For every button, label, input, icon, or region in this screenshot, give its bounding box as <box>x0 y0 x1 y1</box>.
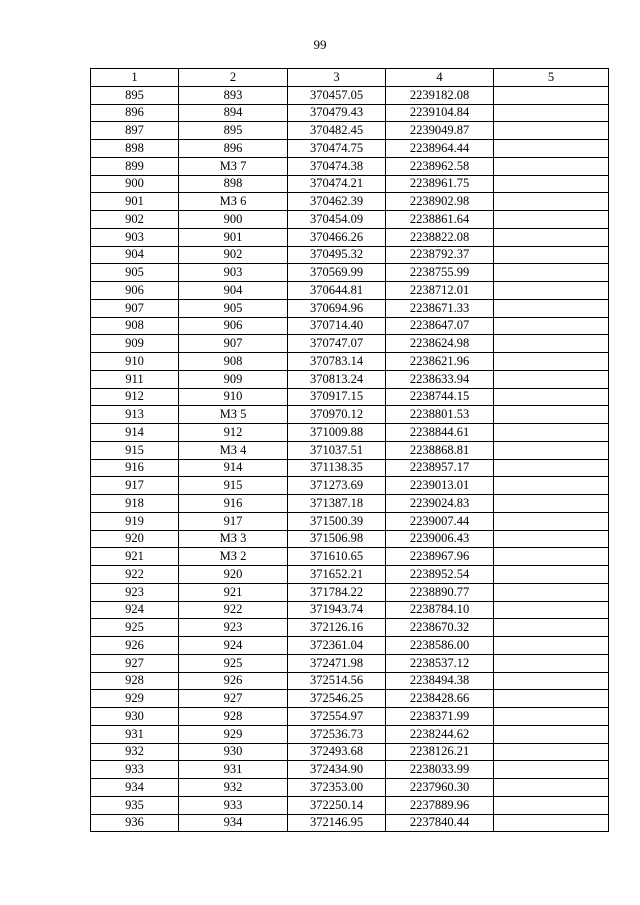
table-cell-col-3: 372353.00 <box>288 779 386 797</box>
page-number: 99 <box>313 37 327 52</box>
table-cell-col-1: 911 <box>91 370 179 388</box>
table-cell-col-5 <box>494 282 609 300</box>
table-cell-col-3: 370474.75 <box>288 140 386 158</box>
table-cell-col-5 <box>494 708 609 726</box>
table-row <box>91 317 609 335</box>
table-cell-col-4: 2238962.58 <box>386 157 494 175</box>
table-row <box>91 477 609 495</box>
table-row <box>91 335 609 353</box>
table-cell-col-1: 916 <box>91 459 179 477</box>
table-cell-col-2: МЗ 6 <box>179 193 288 211</box>
column-header-4: 4 <box>386 69 494 87</box>
table-cell-col-1: 929 <box>91 690 179 708</box>
table-cell-col-4: 2238744.15 <box>386 388 494 406</box>
column-header-1: 1 <box>91 69 179 87</box>
table-cell-col-1: 906 <box>91 282 179 300</box>
table-cell-col-5 <box>494 761 609 779</box>
table-cell-col-3: 371784.22 <box>288 583 386 601</box>
table-cell-col-3: 370694.96 <box>288 299 386 317</box>
table-cell-col-3: 372250.14 <box>288 796 386 814</box>
table-cell-col-5 <box>494 264 609 282</box>
table-cell-col-2: 894 <box>179 104 288 122</box>
table-cell-col-1: 908 <box>91 317 179 335</box>
table-cell-col-1: 931 <box>91 725 179 743</box>
column-header-2: 2 <box>179 69 288 87</box>
table-cell-col-2: 904 <box>179 282 288 300</box>
table-row <box>91 353 609 371</box>
table-row <box>91 140 609 158</box>
table-cell-col-4: 2238967.96 <box>386 548 494 566</box>
table-cell-col-4: 2238868.81 <box>386 441 494 459</box>
table-cell-col-5 <box>494 424 609 442</box>
table-cell-col-5 <box>494 601 609 619</box>
table-cell-col-2: 910 <box>179 388 288 406</box>
table-cell-col-4: 2239182.08 <box>386 86 494 104</box>
table-cell-col-1: 930 <box>91 708 179 726</box>
table-cell-col-2: 915 <box>179 477 288 495</box>
table-cell-col-5 <box>494 299 609 317</box>
table-cell-col-5 <box>494 441 609 459</box>
table-row <box>91 583 609 601</box>
table-cell-col-4: 2239049.87 <box>386 122 494 140</box>
table-cell-col-5 <box>494 779 609 797</box>
table-cell-col-2: МЗ 5 <box>179 406 288 424</box>
table-row <box>91 761 609 779</box>
table-cell-col-5 <box>494 122 609 140</box>
table-cell-col-3: 371506.98 <box>288 530 386 548</box>
table-cell-col-3: 370644.81 <box>288 282 386 300</box>
table-row <box>91 175 609 193</box>
table-cell-col-4: 2238861.64 <box>386 211 494 229</box>
table-cell-col-2: МЗ 4 <box>179 441 288 459</box>
table-cell-col-3: 370474.21 <box>288 175 386 193</box>
table-cell-col-3: 370970.12 <box>288 406 386 424</box>
table-cell-col-4: 2238964.44 <box>386 140 494 158</box>
table-cell-col-2: 930 <box>179 743 288 761</box>
table-row <box>91 601 609 619</box>
table-row <box>91 388 609 406</box>
table-row <box>91 122 609 140</box>
table-row <box>91 157 609 175</box>
table-row <box>91 566 609 584</box>
table-cell-col-1: 925 <box>91 619 179 637</box>
table-cell-col-2: 933 <box>179 796 288 814</box>
table-cell-col-4: 2238633.94 <box>386 370 494 388</box>
table-cell-col-2: МЗ 3 <box>179 530 288 548</box>
table-cell-col-2: 912 <box>179 424 288 442</box>
table-row <box>91 654 609 672</box>
table-cell-col-5 <box>494 335 609 353</box>
table-row <box>91 424 609 442</box>
table-cell-col-1: 910 <box>91 353 179 371</box>
table-cell-col-3: 372514.56 <box>288 672 386 690</box>
table-cell-col-1: 918 <box>91 495 179 513</box>
table-cell-col-2: МЗ 7 <box>179 157 288 175</box>
table-row <box>91 779 609 797</box>
table-cell-col-1: 913 <box>91 406 179 424</box>
table-cell-col-3: 371943.74 <box>288 601 386 619</box>
table-cell-col-1: 921 <box>91 548 179 566</box>
table-cell-col-3: 371273.69 <box>288 477 386 495</box>
table-cell-col-5 <box>494 654 609 672</box>
table-cell-col-4: 2239013.01 <box>386 477 494 495</box>
table-cell-col-4: 2239006.43 <box>386 530 494 548</box>
table-cell-col-4: 2239007.44 <box>386 512 494 530</box>
table-cell-col-4: 2239024.83 <box>386 495 494 513</box>
table-cell-col-1: 922 <box>91 566 179 584</box>
table-cell-col-3: 371009.88 <box>288 424 386 442</box>
coordinates-table <box>90 68 609 832</box>
table-cell-col-1: 909 <box>91 335 179 353</box>
table-row <box>91 282 609 300</box>
table-cell-col-1: 917 <box>91 477 179 495</box>
table-cell-col-2: 929 <box>179 725 288 743</box>
table-cell-col-2: 926 <box>179 672 288 690</box>
table-cell-col-1: 903 <box>91 228 179 246</box>
table-cell-col-4: 2238671.33 <box>386 299 494 317</box>
table-cell-col-2: 895 <box>179 122 288 140</box>
table-cell-col-4: 2238844.61 <box>386 424 494 442</box>
table-row <box>91 708 609 726</box>
table-row <box>91 530 609 548</box>
table-cell-col-1: 920 <box>91 530 179 548</box>
table-cell-col-1: 898 <box>91 140 179 158</box>
table-row <box>91 672 609 690</box>
table-cell-col-3: 372434.90 <box>288 761 386 779</box>
table-cell-col-5 <box>494 140 609 158</box>
table-cell-col-2: 921 <box>179 583 288 601</box>
table-cell-col-5 <box>494 637 609 655</box>
table-cell-col-2: 917 <box>179 512 288 530</box>
table-cell-col-3: 372546.25 <box>288 690 386 708</box>
table-cell-col-1: 902 <box>91 211 179 229</box>
table-cell-col-3: 371652.21 <box>288 566 386 584</box>
table-cell-col-3: 372536.73 <box>288 725 386 743</box>
table-cell-col-4: 2237840.44 <box>386 814 494 832</box>
table-cell-col-5 <box>494 725 609 743</box>
table-cell-col-1: 928 <box>91 672 179 690</box>
table-row <box>91 211 609 229</box>
table-row <box>91 264 609 282</box>
table-cell-col-3: 370747.07 <box>288 335 386 353</box>
table-cell-col-5 <box>494 495 609 513</box>
table-cell-col-3: 370462.39 <box>288 193 386 211</box>
table-cell-col-3: 371500.39 <box>288 512 386 530</box>
table-cell-col-4: 2238801.53 <box>386 406 494 424</box>
table-cell-col-4: 2238033.99 <box>386 761 494 779</box>
table-cell-col-1: 907 <box>91 299 179 317</box>
table-cell-col-1: 915 <box>91 441 179 459</box>
table-row <box>91 637 609 655</box>
table-cell-col-5 <box>494 743 609 761</box>
table-cell-col-1: 936 <box>91 814 179 832</box>
table-cell-col-1: 932 <box>91 743 179 761</box>
table-cell-col-4: 2238961.75 <box>386 175 494 193</box>
table-cell-col-5 <box>494 370 609 388</box>
table-cell-col-5 <box>494 104 609 122</box>
table-cell-col-4: 2238494.38 <box>386 672 494 690</box>
table-row <box>91 495 609 513</box>
table-cell-col-1: 924 <box>91 601 179 619</box>
table-cell-col-5 <box>494 211 609 229</box>
table-cell-col-2: 920 <box>179 566 288 584</box>
table-cell-col-2: 927 <box>179 690 288 708</box>
table-cell-col-4: 2238822.08 <box>386 228 494 246</box>
table-cell-col-3: 372554.97 <box>288 708 386 726</box>
table-cell-col-4: 2238537.12 <box>386 654 494 672</box>
table-cell-col-4: 2238624.98 <box>386 335 494 353</box>
table-cell-col-5 <box>494 512 609 530</box>
table-cell-col-5 <box>494 175 609 193</box>
table-cell-col-2: 900 <box>179 211 288 229</box>
table-cell-col-4: 2238586.00 <box>386 637 494 655</box>
table-cell-col-5 <box>494 228 609 246</box>
table-cell-col-2: 925 <box>179 654 288 672</box>
table-cell-col-1: 912 <box>91 388 179 406</box>
table-cell-col-1: 895 <box>91 86 179 104</box>
table-row <box>91 86 609 104</box>
table-cell-col-3: 370495.32 <box>288 246 386 264</box>
table-cell-col-4: 2237889.96 <box>386 796 494 814</box>
table-row <box>91 459 609 477</box>
table-cell-col-3: 370917.15 <box>288 388 386 406</box>
table-cell-col-4: 2238712.01 <box>386 282 494 300</box>
table-cell-col-4: 2238792.37 <box>386 246 494 264</box>
table-cell-col-5 <box>494 353 609 371</box>
table-cell-col-3: 371610.65 <box>288 548 386 566</box>
table-row <box>91 441 609 459</box>
table-cell-col-2: 907 <box>179 335 288 353</box>
table-row <box>91 796 609 814</box>
table-cell-col-5 <box>494 619 609 637</box>
table-cell-col-5 <box>494 246 609 264</box>
table-cell-col-4: 2238890.77 <box>386 583 494 601</box>
column-header-3: 3 <box>288 69 386 87</box>
table-cell-col-2: 902 <box>179 246 288 264</box>
table-cell-col-1: 926 <box>91 637 179 655</box>
column-header-5: 5 <box>494 69 609 87</box>
table-row <box>91 299 609 317</box>
table-row <box>91 814 609 832</box>
table-cell-col-4: 2238755.99 <box>386 264 494 282</box>
table-cell-col-4: 2238784.10 <box>386 601 494 619</box>
table-cell-col-1: 904 <box>91 246 179 264</box>
table-cell-col-1: 919 <box>91 512 179 530</box>
table-cell-col-4: 2238371.99 <box>386 708 494 726</box>
table-cell-col-1: 897 <box>91 122 179 140</box>
table-cell-col-4: 2238244.62 <box>386 725 494 743</box>
table-cell-col-3: 371138.35 <box>288 459 386 477</box>
table-cell-col-5 <box>494 672 609 690</box>
table-cell-col-3: 371387.18 <box>288 495 386 513</box>
table-row <box>91 512 609 530</box>
table-cell-col-1: 901 <box>91 193 179 211</box>
table-cell-col-2: 924 <box>179 637 288 655</box>
table-cell-col-3: 370479.43 <box>288 104 386 122</box>
table-cell-col-2: 898 <box>179 175 288 193</box>
table-cell-col-5 <box>494 814 609 832</box>
table-row <box>91 104 609 122</box>
table-cell-col-1: 934 <box>91 779 179 797</box>
table-cell-col-3: 371037.51 <box>288 441 386 459</box>
table-cell-col-4: 2238902.98 <box>386 193 494 211</box>
table-cell-col-1: 914 <box>91 424 179 442</box>
table-cell-col-2: 916 <box>179 495 288 513</box>
table-cell-col-5 <box>494 477 609 495</box>
table-cell-col-5 <box>494 548 609 566</box>
table-row <box>91 246 609 264</box>
table-cell-col-2: 922 <box>179 601 288 619</box>
table-cell-col-2: 903 <box>179 264 288 282</box>
table-cell-col-3: 370482.45 <box>288 122 386 140</box>
table-cell-col-2: 928 <box>179 708 288 726</box>
table-cell-col-4: 2238428.66 <box>386 690 494 708</box>
table-cell-col-4: 2238621.96 <box>386 353 494 371</box>
table-cell-col-2: 896 <box>179 140 288 158</box>
table-cell-col-5 <box>494 193 609 211</box>
table-cell-col-2: 901 <box>179 228 288 246</box>
table-cell-col-4: 2238957.17 <box>386 459 494 477</box>
table-cell-col-1: 923 <box>91 583 179 601</box>
table-row <box>91 228 609 246</box>
table-cell-col-2: 908 <box>179 353 288 371</box>
table-cell-col-5 <box>494 530 609 548</box>
table-row <box>91 370 609 388</box>
table-cell-col-1: 933 <box>91 761 179 779</box>
table-cell-col-2: 906 <box>179 317 288 335</box>
table-row <box>91 619 609 637</box>
table-cell-col-1: 900 <box>91 175 179 193</box>
table-cell-col-3: 370457.05 <box>288 86 386 104</box>
table-header-row <box>91 69 609 87</box>
table-cell-col-2: 914 <box>179 459 288 477</box>
table-cell-col-5 <box>494 690 609 708</box>
table-row <box>91 690 609 708</box>
table-cell-col-2: 932 <box>179 779 288 797</box>
table-row <box>91 193 609 211</box>
table-row <box>91 725 609 743</box>
table-cell-col-2: МЗ 2 <box>179 548 288 566</box>
table-cell-col-4: 2239104.84 <box>386 104 494 122</box>
table-cell-col-2: 931 <box>179 761 288 779</box>
table-cell-col-3: 372146.95 <box>288 814 386 832</box>
table-cell-col-5 <box>494 796 609 814</box>
table-cell-col-5 <box>494 566 609 584</box>
table-row <box>91 406 609 424</box>
table-cell-col-4: 2237960.30 <box>386 779 494 797</box>
table-cell-col-5 <box>494 86 609 104</box>
table-cell-col-1: 905 <box>91 264 179 282</box>
table-cell-col-2: 923 <box>179 619 288 637</box>
table-cell-col-5 <box>494 406 609 424</box>
table-cell-col-3: 370714.40 <box>288 317 386 335</box>
table-body <box>91 86 609 832</box>
table-cell-col-1: 896 <box>91 104 179 122</box>
table-cell-col-3: 370466.26 <box>288 228 386 246</box>
table-cell-col-3: 372126.16 <box>288 619 386 637</box>
table-cell-col-3: 370783.14 <box>288 353 386 371</box>
table-cell-col-5 <box>494 157 609 175</box>
table-cell-col-1: 899 <box>91 157 179 175</box>
table-cell-col-3: 370454.09 <box>288 211 386 229</box>
table-cell-col-5 <box>494 459 609 477</box>
table-cell-col-4: 2238647.07 <box>386 317 494 335</box>
table-row <box>91 743 609 761</box>
table-cell-col-5 <box>494 317 609 335</box>
table-cell-col-1: 927 <box>91 654 179 672</box>
table-cell-col-3: 370474.38 <box>288 157 386 175</box>
table-cell-col-3: 370569.99 <box>288 264 386 282</box>
table-cell-col-3: 372361.04 <box>288 637 386 655</box>
table-cell-col-4: 2238126.21 <box>386 743 494 761</box>
table-cell-col-2: 934 <box>179 814 288 832</box>
table-cell-col-2: 909 <box>179 370 288 388</box>
table-cell-col-3: 372471.98 <box>288 654 386 672</box>
table-cell-col-4: 2238952.54 <box>386 566 494 584</box>
table-cell-col-2: 905 <box>179 299 288 317</box>
table-cell-col-5 <box>494 583 609 601</box>
table-cell-col-2: 893 <box>179 86 288 104</box>
table-cell-col-3: 372493.68 <box>288 743 386 761</box>
table-row <box>91 548 609 566</box>
table-cell-col-1: 935 <box>91 796 179 814</box>
table-cell-col-5 <box>494 388 609 406</box>
table-cell-col-3: 370813.24 <box>288 370 386 388</box>
table-cell-col-4: 2238670.32 <box>386 619 494 637</box>
